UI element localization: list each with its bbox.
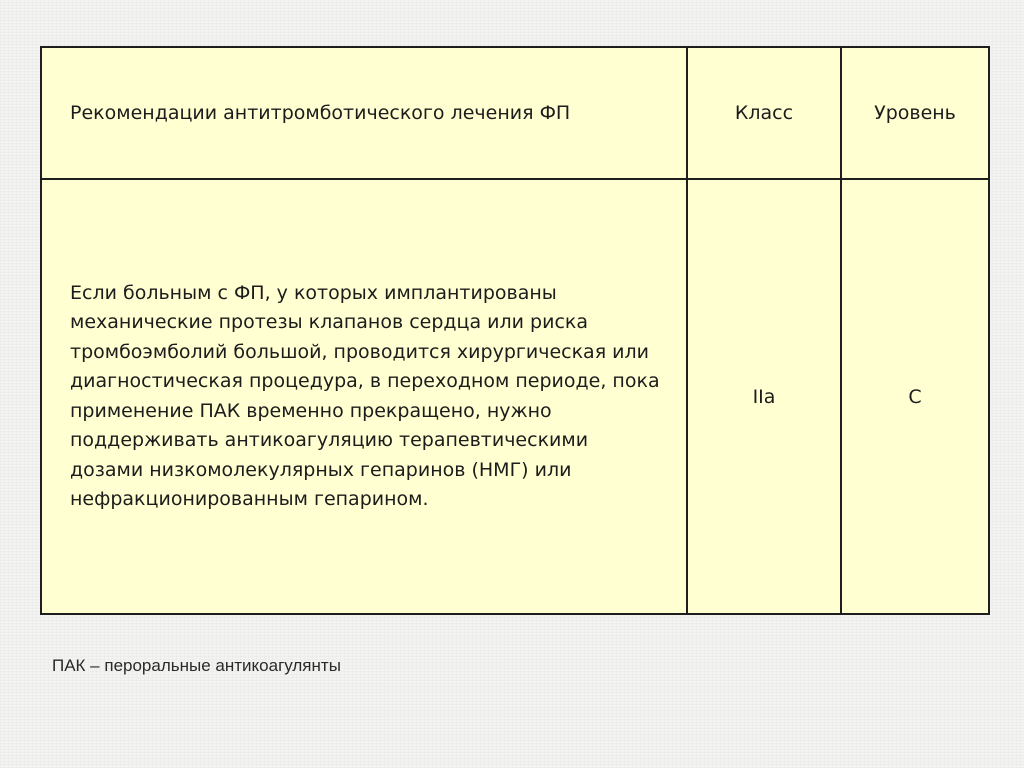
header-recommendation: Рекомендации антитромботического лечения ФП <box>41 47 687 179</box>
table-row <box>41 179 989 614</box>
level-value: C <box>841 179 989 614</box>
class-value: IIa <box>687 179 841 614</box>
footnote: ПАК – пероральные антикоагулянты <box>52 656 341 675</box>
header-class: Класс <box>687 47 841 179</box>
recommendation-text: Если больным с ФП, у которых имплантированы механические протезы клапанов сердца или риска тромбоэмболий большой, проводится хирургическая или диагностическая процедура, в переходном периоде, пока применение ПАК временно прекращено, нужно поддерживать антикоагуляцию терапевтическими дозами низкомолекулярных гепаринов (НМГ) или нефракционированным гепарином. <box>41 179 687 614</box>
header-level: Уровень <box>841 47 989 179</box>
recommendation-table <box>40 46 990 615</box>
table-header-row <box>41 47 989 179</box>
